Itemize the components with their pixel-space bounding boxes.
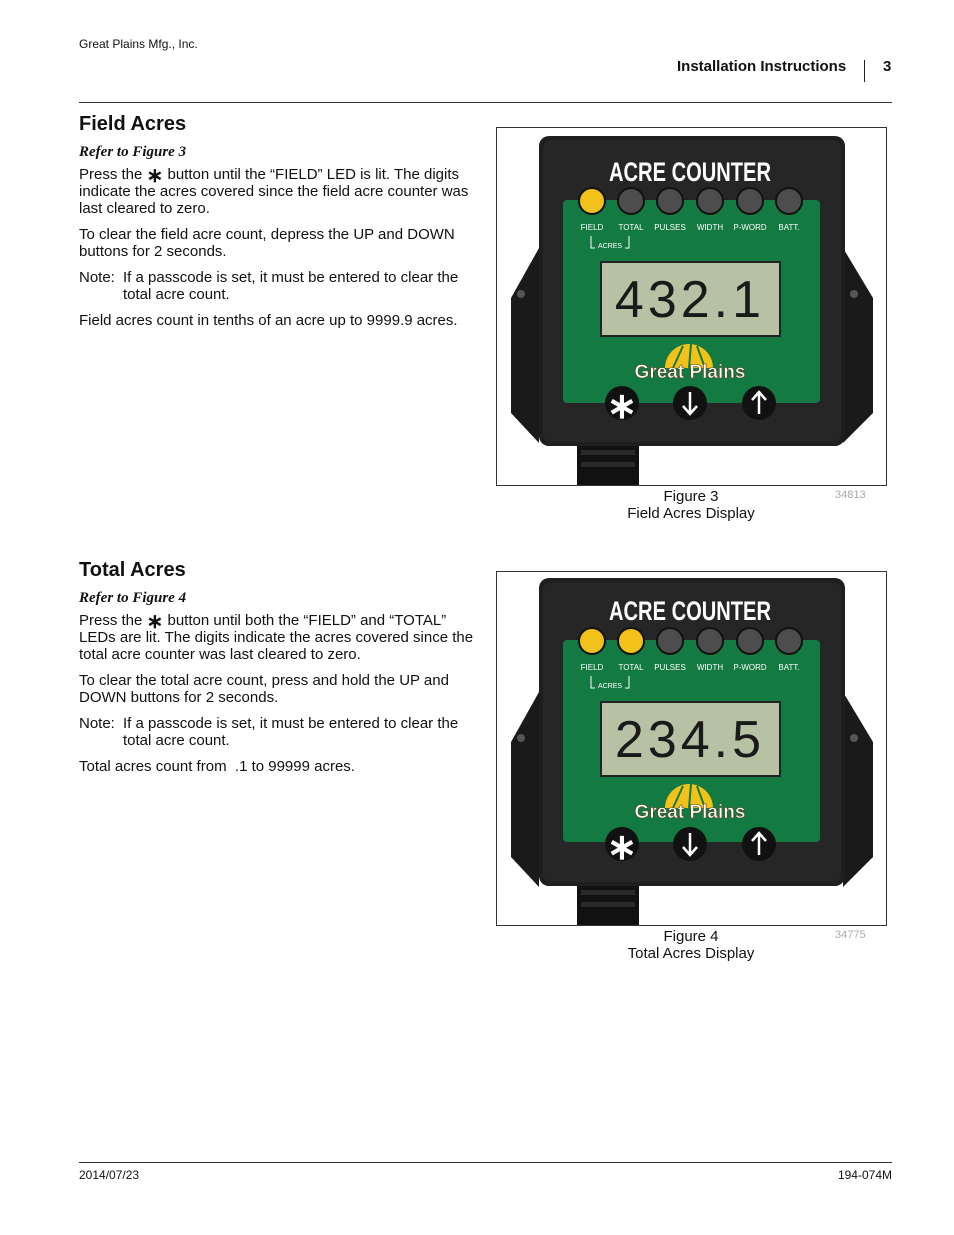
led-p-word <box>737 628 763 654</box>
figure-3-frame <box>496 127 887 486</box>
document-title: Installation Instructions <box>677 58 847 75</box>
led-total <box>618 188 644 214</box>
figure-4-image-id: 34775 <box>835 929 866 941</box>
led-label-batt: BATT. <box>778 663 800 672</box>
figure-3-title: Field Acres Display <box>627 505 755 522</box>
section-heading-total-acres: Total Acres <box>79 559 186 581</box>
paragraph-count-range: Field acres count in tenths of an acre up to 9999.9 acres. <box>79 312 458 329</box>
figure-4-title: Total Acres Display <box>627 945 755 962</box>
led-total <box>618 628 644 654</box>
lcd-display-value: 234.5 <box>614 711 766 769</box>
led-pulses <box>657 628 683 654</box>
led-label-pulses: PULSES <box>654 223 686 232</box>
led-p-word <box>737 188 763 214</box>
led-label-field: FIELD <box>580 663 604 672</box>
asterisk-icon: ∗ <box>146 165 164 187</box>
svg-text:Great Plains: Great Plains <box>634 802 746 823</box>
figure-3-caption <box>591 488 791 522</box>
led-label-total: TOTAL <box>618 223 644 232</box>
asterisk-icon: ∗ <box>146 611 164 633</box>
device-title: ACRE COUNTER <box>609 596 771 626</box>
led-field <box>579 628 605 654</box>
paragraph-press-star: Press the ∗ button until the “FIELD” LED is lit. The digits indicate the acres covered since the field acre counter was last cleared to zero. <box>79 165 469 217</box>
led-label-p-word: P-WORD <box>733 663 767 672</box>
figure-3-number: Figure 3 <box>663 488 719 505</box>
footer-date: 2014/07/23 <box>79 1168 140 1182</box>
header-rule <box>79 102 892 103</box>
led-label-total: TOTAL <box>618 663 644 672</box>
led-label-batt: BATT. <box>778 223 800 232</box>
acre-counter-device-image <box>497 128 886 485</box>
figure-4-number: Figure 4 <box>663 928 719 945</box>
figure-reference: Refer to Figure 3 <box>79 144 187 160</box>
led-batt <box>776 188 802 214</box>
led-width <box>697 628 723 654</box>
footer-rule <box>79 1162 892 1163</box>
note-text: If a passcode is set, it must be entered to clear the total acre count. <box>123 715 459 749</box>
paragraph-clear: To clear the total acre count, press and hold the UP and DOWN buttons for 2 seconds. <box>79 672 449 706</box>
note-label: Note: <box>79 269 115 286</box>
figure-4-caption <box>591 928 791 962</box>
footer-doc-number: 194-074M <box>837 1168 892 1182</box>
paragraph-press-star: Press the ∗ button until both the “FIELD” and “TOTAL” LEDs are lit. The digits indicate the acres covered since the total acre counter was last cleared to zero. <box>79 611 474 663</box>
led-label-width: WIDTH <box>696 223 724 232</box>
asterisk-icon: ∗ <box>606 385 638 426</box>
page-number: 3 <box>883 58 892 75</box>
led-label-p-word: P-WORD <box>733 223 767 232</box>
figure-4-frame <box>496 571 887 926</box>
paragraph-clear: To clear the field acre count, depress the UP and DOWN buttons for 2 seconds. <box>79 226 455 260</box>
lcd-display-value: 432.1 <box>614 271 766 329</box>
figure-3-image-id: 34813 <box>835 489 866 501</box>
led-batt <box>776 628 802 654</box>
led-label-pulses: PULSES <box>654 663 686 672</box>
led-pulses <box>657 188 683 214</box>
led-label-field: FIELD <box>580 223 604 232</box>
note-text: If a passcode is set, it must be entered to clear the total acre count. <box>123 269 459 303</box>
note-label: Note: <box>79 715 115 732</box>
company-name: Great Plains Mfg., Inc. <box>79 37 198 51</box>
led-label-width: WIDTH <box>696 663 724 672</box>
asterisk-icon: ∗ <box>606 826 638 867</box>
acres-label: ACRES <box>597 683 623 690</box>
device-title: ACRE COUNTER <box>609 157 771 187</box>
acres-label: ACRES <box>597 243 623 250</box>
led-field <box>579 188 605 214</box>
header-separator <box>864 60 865 82</box>
section-heading-field-acres: Field Acres <box>79 113 187 135</box>
figure-reference: Refer to Figure 4 <box>79 590 187 606</box>
svg-text:Great Plains: Great Plains <box>634 362 746 383</box>
acre-counter-device-image <box>497 572 886 925</box>
led-width <box>697 188 723 214</box>
paragraph-count-range: Total acres count from .1 to 99999 acres. <box>79 758 355 775</box>
